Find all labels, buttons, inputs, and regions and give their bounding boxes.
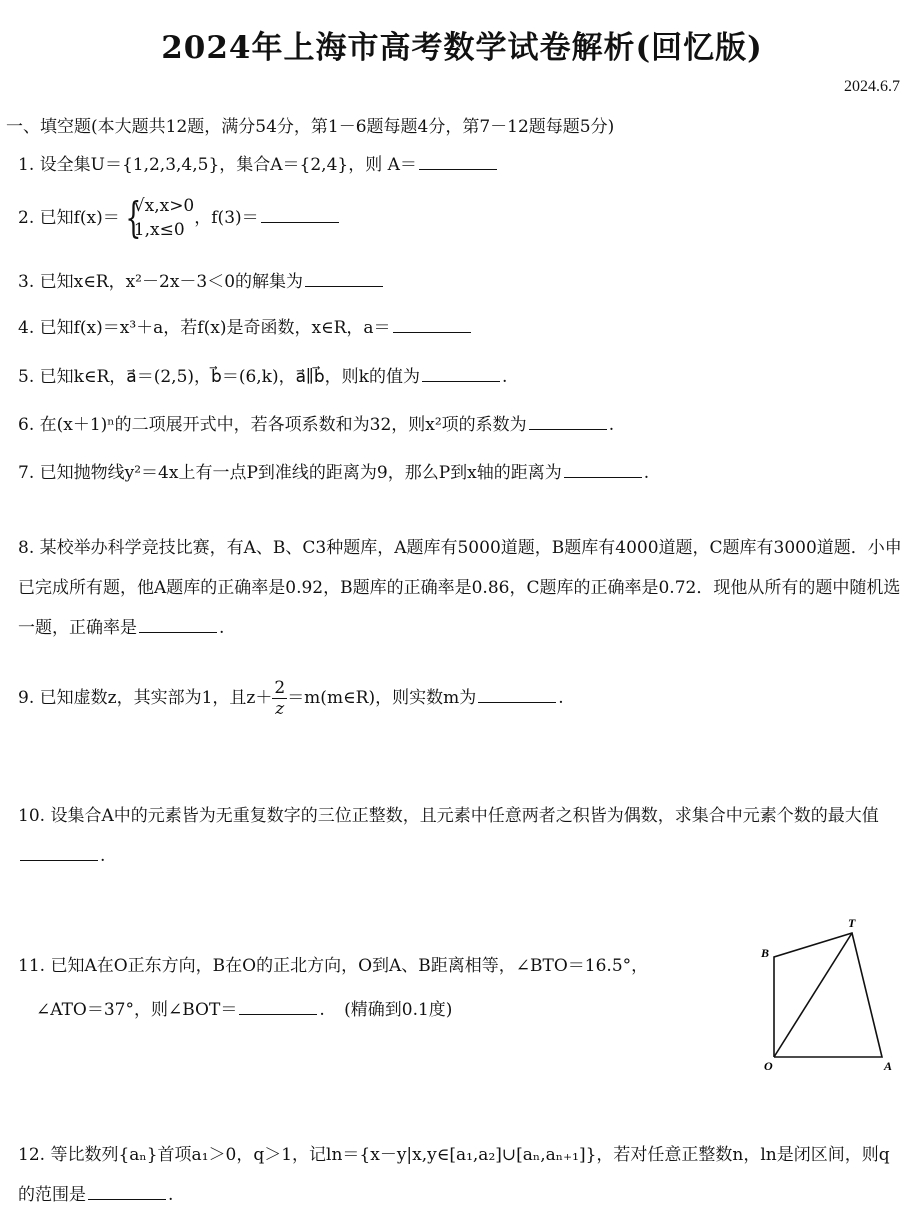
answer-blank (20, 844, 98, 861)
answer-blank (239, 998, 317, 1015)
question-12-text: 12. 等比数列{aₙ}首项a₁＞0，q＞1，记ln＝{x－y|x,y∈[a₁,a₂]∪[aₙ,aₙ₊₁]}，若对任意正整数n，ln是闭区间，则q的范围是 (18, 1145, 890, 1205)
question-5 (18, 365, 507, 386)
piecewise-function (120, 194, 194, 242)
label-T: T (848, 916, 856, 930)
question-1 (18, 153, 499, 174)
segment-OT (774, 933, 852, 1057)
question-10 (18, 796, 902, 876)
period: . (558, 688, 564, 708)
answer-blank (422, 365, 500, 382)
quadrilateral-outline (774, 933, 882, 1057)
label-A: A (884, 1059, 893, 1073)
period: . (608, 415, 615, 435)
fraction-denominator: z (275, 699, 285, 719)
question-4-text: 4. 已知f(x)＝x³＋a，若f(x)是奇函数，x∈R，a＝ (18, 318, 391, 338)
question-3-text: 3. 已知x∈R，x²－2x－3＜0的解集为 (18, 272, 304, 292)
question-6-text: 6. 在(x＋1)ⁿ的二项展开式中，若各项系数和为32，则x²项的系数为 (18, 415, 527, 435)
answer-blank (564, 461, 642, 478)
question-8-text: 8. 某校举办科学竞技比赛，有A、B、C3种题库，A题库有5000道题，B题库有4000道题，C题库有3000道题．小申已完成所有题，他A题库的正确率是0.92，B题库的正确率是0.86，C题库的正确率是0.72．现他从所有的题中随机选一题，正确率是 (18, 538, 902, 638)
question-2 (18, 194, 341, 242)
label-B: B (761, 946, 770, 960)
period: . (501, 367, 508, 387)
answer-blank (393, 316, 471, 333)
period: . (319, 1000, 325, 1020)
period: . (168, 1185, 174, 1205)
label-O: O (764, 1059, 773, 1073)
case-2: 1,x≤0 (133, 220, 185, 240)
question-11-line-2 (36, 998, 452, 1019)
geometry-diagram (756, 915, 906, 1075)
period: . (219, 618, 225, 638)
fraction (272, 678, 287, 719)
question-9 (18, 678, 564, 719)
question-4 (18, 316, 473, 337)
question-5-text: 5. 已知k∈R，a⃗＝(2,5)，b⃗＝(6,k)，a⃗∥b⃗，则k的值为 (18, 367, 420, 387)
answer-blank (261, 206, 339, 223)
question-2-lead: 2. 已知f(x)＝ (18, 207, 120, 228)
period: . (643, 463, 650, 483)
answer-blank (529, 413, 607, 430)
question-9-tail: ＝m(m∈R)，则实数m为 (287, 688, 477, 708)
question-6 (18, 413, 614, 434)
answer-blank (139, 616, 217, 633)
answer-blank (478, 686, 556, 703)
precision-note: (精确到0.1度) (344, 1000, 453, 1020)
period: . (100, 846, 106, 866)
section-title: 一、填空题(本大题共12题，满分54分，第1－6题每题4分，第7－12题每题5分) (6, 117, 615, 137)
answer-blank (419, 153, 497, 170)
question-1-text: 1. 设全集U＝{1,2,3,4,5}，集合A＝{2,4}，则 A＝ (18, 155, 417, 175)
question-2-tail: ，f(3)＝ (194, 207, 259, 228)
brace-glyph: { (125, 193, 142, 242)
question-7-text: 7. 已知抛物线y²＝4x上有一点P到准线的距离为9，那么P到x轴的距离为 (18, 463, 562, 483)
answer-blank (305, 270, 383, 287)
question-7 (18, 461, 649, 482)
question-8 (18, 528, 902, 648)
fraction-numerator: 2 (274, 678, 286, 698)
case-1: √x,x>0 (133, 196, 195, 216)
answer-blank (88, 1183, 166, 1200)
question-3 (18, 270, 385, 291)
question-9-lead: 9. 已知虚数z，其实部为1，且z＋ (18, 688, 273, 708)
question-11-text-2: ∠ATO＝37°，则∠BOT＝ (36, 1000, 238, 1020)
exam-date: 2024.6.7 (844, 78, 900, 95)
question-11-text: 11. 已知A在O正东方向，B在O的正北方向，O到A、B距离相等，∠BTO＝16.5°， (18, 956, 649, 976)
page-title: 2024年上海市高考数学试卷解析(回忆版) (161, 30, 763, 66)
question-10-text: 10. 设集合A中的元素皆为无重复数字的三位正整数，且元素中任意两者之积皆为偶数，求集合中元素个数的最大值 (18, 806, 879, 826)
question-12 (18, 1135, 902, 1215)
question-11-line-1 (18, 958, 648, 975)
